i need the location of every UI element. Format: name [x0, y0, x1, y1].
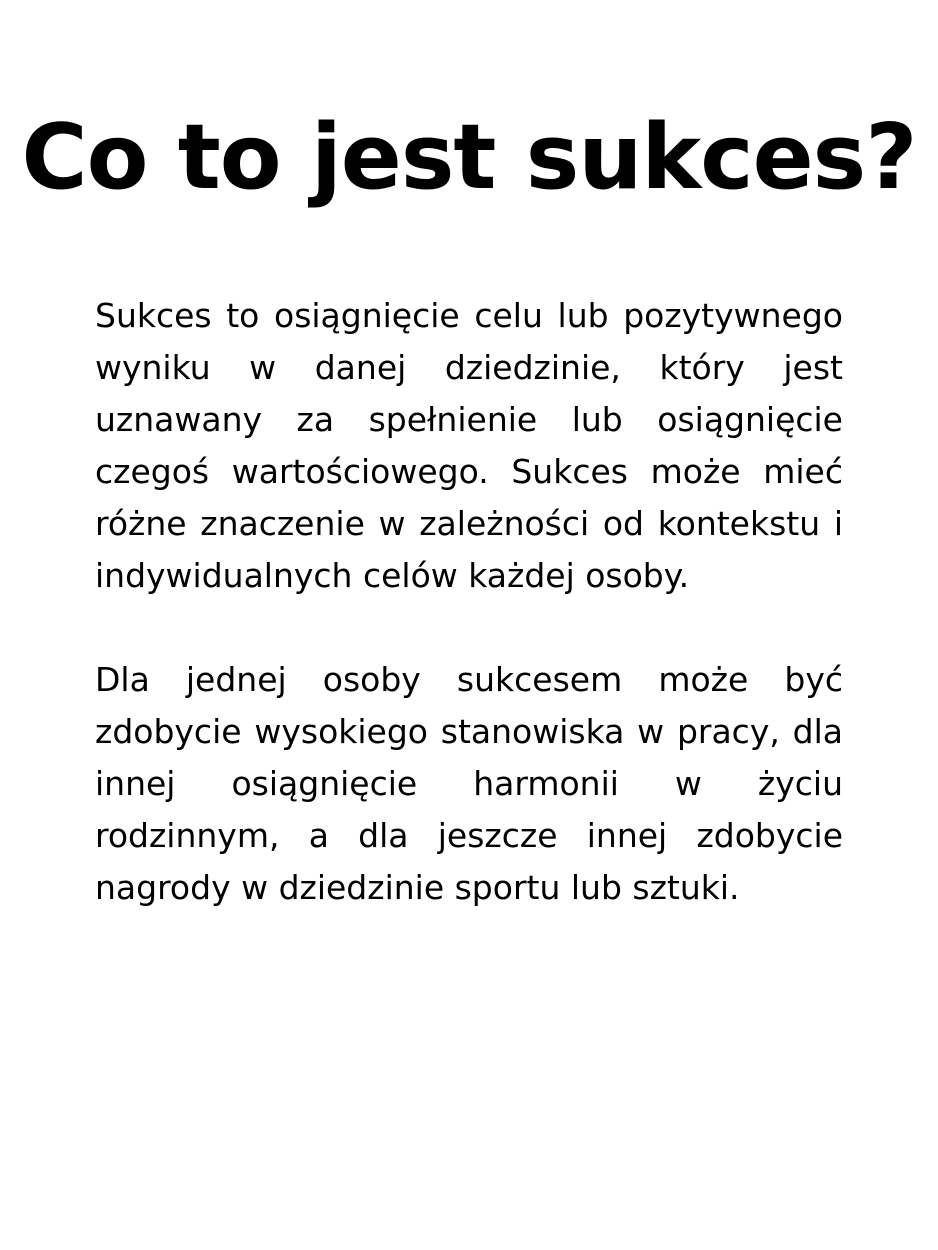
body-text [95, 290, 843, 914]
paragraph-2: Dla jednej osoby sukcesem może być zdobycie wysokiego stanowiska w pracy, dla innej osiągnięcie harmonii w życiu rodzinnym, a dla jeszcze innej zdobycie nagrody w dziedzinie sportu lub sztuki. [95, 660, 843, 907]
page-title: Co to jest sukces? [21, 105, 917, 210]
paragraph-1: Sukces to osiągnięcie celu lub pozytywnego wyniku w danej dziedzinie, który jest uznawany za spełnienie lub osiągnięcie czegoś wartościowego. Sukces może mieć różne znaczenie w zależności od kontekstu i indywidualnych celów każdej osoby. [95, 296, 843, 595]
